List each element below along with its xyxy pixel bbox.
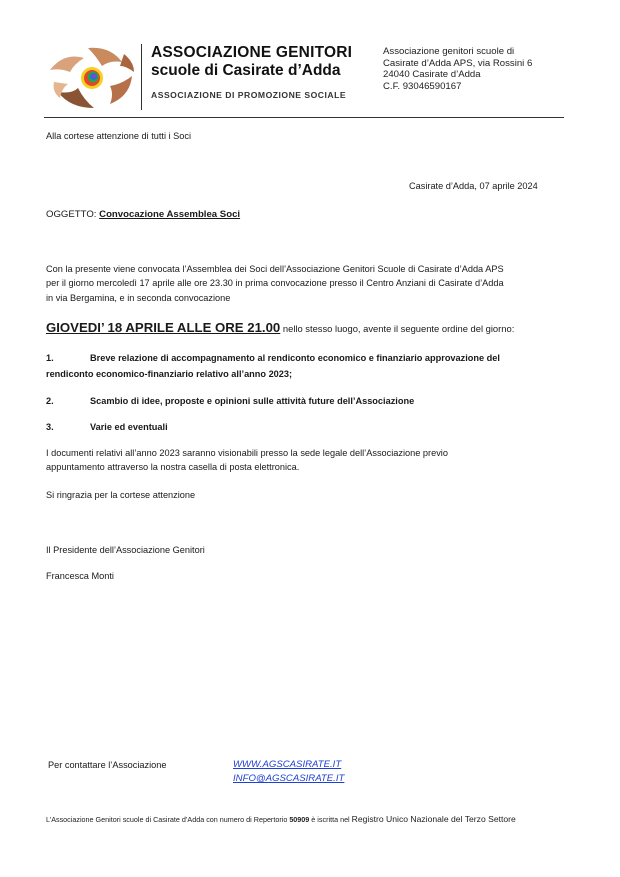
agenda-item-text: Breve relazione di accompagnamento al rendiconto economico e finanziario approvazione del bbox=[90, 353, 500, 363]
agenda-item-text: Scambio di idee, proposte e opinioni sulle attività future dell’Associazione bbox=[90, 396, 415, 406]
footer-text: L’Associazione Genitori scuole di Casirate d’Adda con numero di Repertorio bbox=[46, 815, 290, 824]
second-convocation-date: GIOVEDI’ 18 APRILE ALLE ORE 21.00 bbox=[46, 320, 281, 335]
intro-paragraph bbox=[46, 262, 504, 305]
documents-line: I documenti relativi all’anno 2023 saranno visionabili presso la sede legale dell’Associazione previo bbox=[46, 448, 448, 458]
subject-text: Convocazione Assemblea Soci bbox=[99, 209, 241, 220]
footer-repertorio: 50909 bbox=[289, 815, 310, 824]
address-line: Associazione genitori scuole di bbox=[383, 46, 515, 57]
intro-line: Con la presente viene convocata l’Assemblea dei Soci dell’Associazione Genitori Scuole di Casirate d’Adda APS bbox=[46, 264, 504, 274]
email-link[interactable]: INFO@AGSCASIRATE.IT bbox=[233, 773, 345, 784]
address-line: C.F. 93046590167 bbox=[383, 80, 462, 92]
header-rule bbox=[44, 117, 564, 118]
subject-line bbox=[46, 208, 240, 222]
agenda-number: 1. bbox=[46, 353, 54, 363]
footer-registry: Registro Unico Nazionale del Terzo Settore bbox=[351, 814, 516, 824]
org-subname: scuole di Casirate d’Adda bbox=[151, 62, 341, 79]
footer-text: è iscritta nel bbox=[309, 815, 352, 824]
agenda-number: 2. bbox=[46, 396, 54, 406]
signature-name: Francesca Monti bbox=[46, 571, 114, 581]
org-name: ASSOCIAZIONE GENITORI bbox=[151, 44, 353, 61]
address-line: Casirate d’Adda APS, via Rossini 6 bbox=[383, 57, 533, 69]
agenda-number: 3. bbox=[46, 422, 54, 432]
agenda-item-text: Varie ed eventuali bbox=[90, 422, 168, 432]
recipient-line: Alla cortese attenzione di tutti i Soci bbox=[46, 131, 192, 141]
documents-line: appuntamento attraverso la nostra casella di posta elettronica. bbox=[46, 462, 300, 473]
org-address bbox=[383, 46, 532, 92]
signature-role: Il Presidente dell’Associazione Genitori bbox=[46, 545, 205, 555]
header-divider bbox=[141, 44, 142, 110]
second-convocation-rest: nello stesso luogo, avente il seguente ordine del giorno: bbox=[280, 323, 515, 334]
thanks-line: Si ringrazia per la cortese attenzione bbox=[46, 490, 196, 500]
documents-paragraph bbox=[46, 446, 448, 475]
address-line: 24040 Casirate d’Adda bbox=[383, 69, 481, 80]
contacts-label: Per contattare l’Associazione bbox=[48, 760, 167, 770]
intro-line: in via Bergamina, e in seconda convocazione bbox=[46, 292, 231, 303]
second-convocation bbox=[46, 320, 514, 337]
intro-line: per il giorno mercoledì 17 aprile alle ore 23.30 in prima convocazione presso il Centro Anziani di Casirate d’Adda bbox=[46, 278, 504, 289]
website-link[interactable]: WWW.AGSCASIRATE.IT bbox=[233, 759, 342, 770]
association-logo bbox=[44, 42, 140, 112]
agenda-item-text: rendiconto economico-finanziario relativo all’anno 2023; bbox=[46, 369, 293, 379]
place-date: Casirate d’Adda, 07 aprile 2024 bbox=[409, 181, 538, 191]
org-tagline: ASSOCIAZIONE DI PROMOZIONE SOCIALE bbox=[151, 90, 347, 100]
footer-note bbox=[46, 814, 516, 824]
subject-label: OGGETTO: bbox=[46, 209, 100, 220]
